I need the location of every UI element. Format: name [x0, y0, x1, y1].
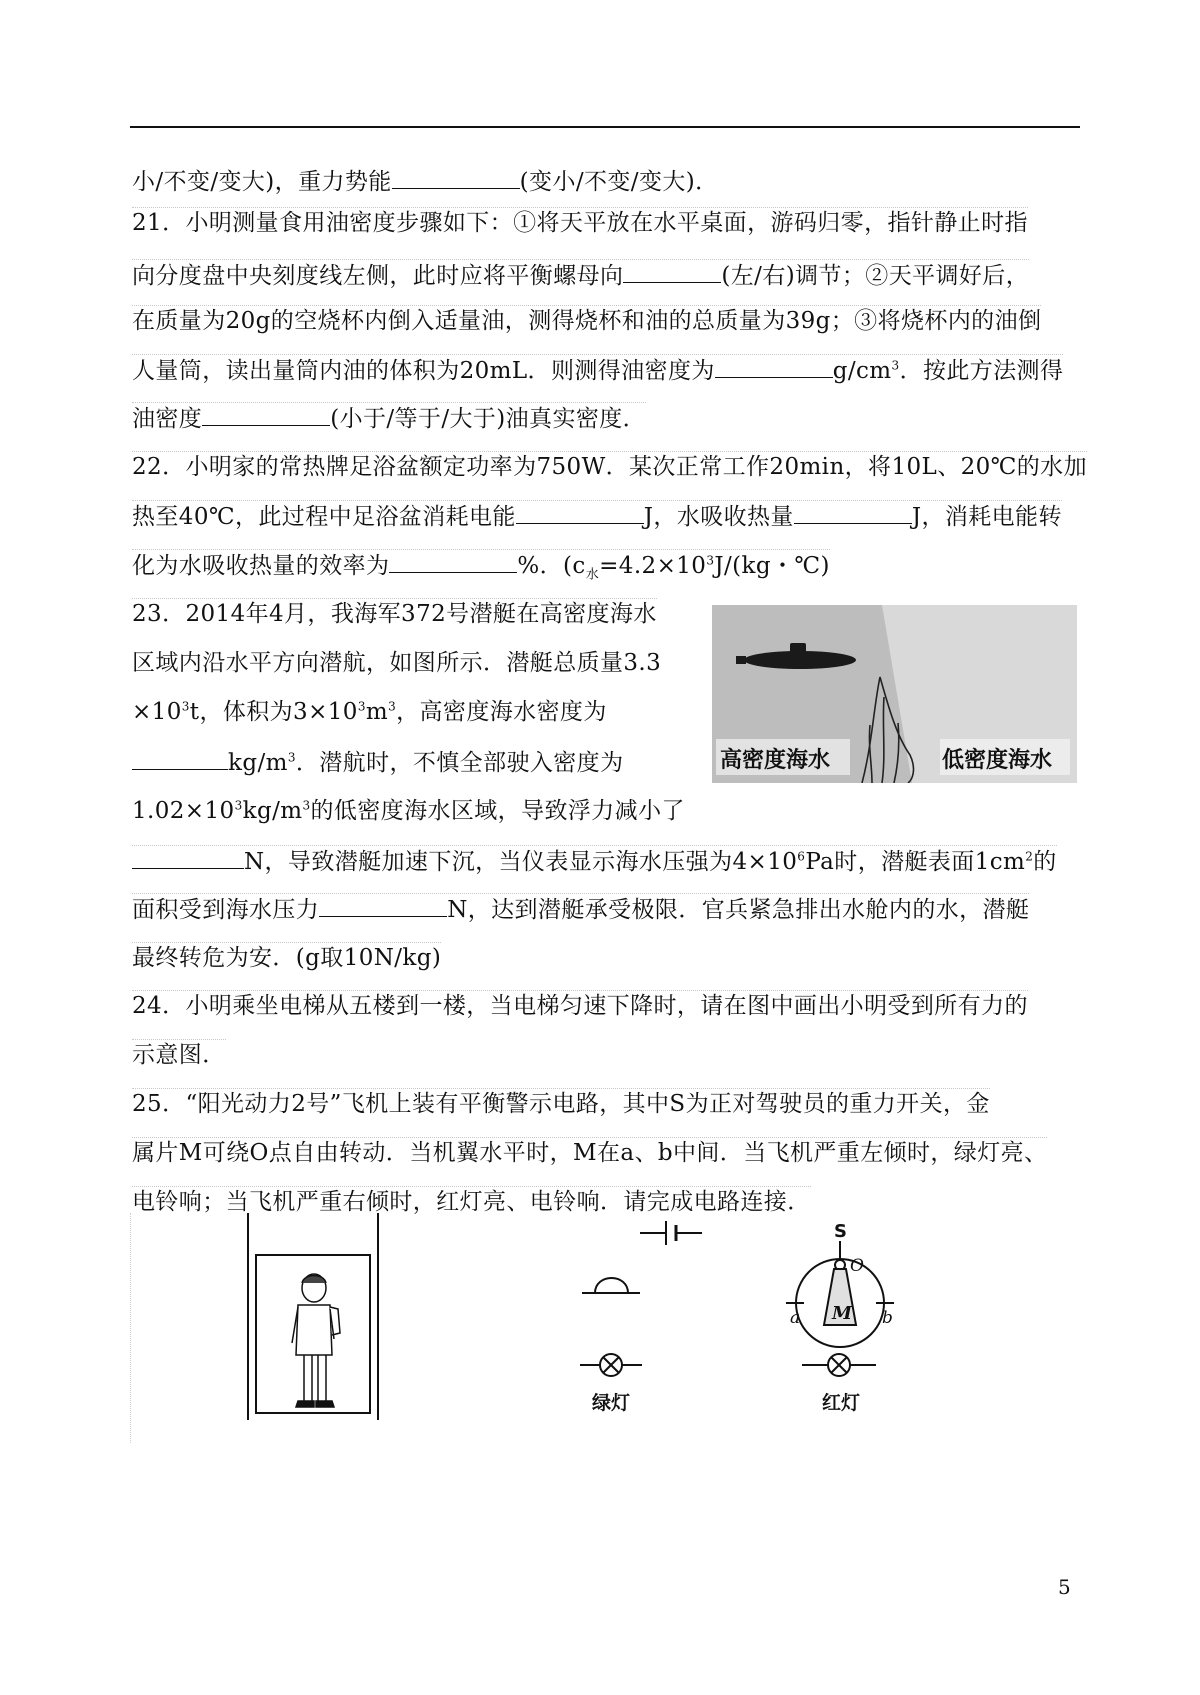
answer-blank[interactable]	[623, 260, 721, 283]
text: J，水吸收热量	[643, 504, 794, 530]
answer-blank[interactable]	[132, 846, 244, 869]
question-24-line	[132, 1039, 226, 1070]
text: ×10	[132, 699, 182, 725]
text: =4.2×10	[599, 553, 707, 579]
text: 21．小明测量食用油密度步骤如下：①将天平放在水平桌面，游码归零，指针静止时指	[132, 210, 1028, 236]
text: (小于/等于/大于)油真实密度．	[330, 406, 647, 432]
text: 22．小明家的常热牌足浴盆额定功率为750W．某次正常工作20min，将10L、20℃的水加	[132, 454, 1087, 480]
text: 属片M可绕O点自由转动．当机翼水平时，M在a、b中间．当飞机严重左倾时，绿灯亮、	[132, 1140, 1048, 1166]
contact-b-label: b	[882, 1308, 893, 1328]
superscript: 3	[388, 699, 397, 714]
answer-blank[interactable]	[516, 501, 644, 524]
circuit-figure	[540, 1213, 980, 1423]
answer-blank[interactable]	[392, 166, 520, 189]
text: 24．小明乘坐电梯从五楼到一楼，当电梯匀速下降时，请在图中画出小明受到所有力的	[132, 993, 1028, 1019]
question-22-line	[132, 549, 830, 581]
text: 向分度盘中央刻度线左侧，此时应将平衡螺母向	[132, 263, 624, 289]
superscript: 2	[1025, 849, 1034, 864]
answer-blank[interactable]	[202, 403, 330, 426]
text: 热至40℃，此过程中足浴盆消耗电能	[132, 504, 516, 530]
elevator-figure	[228, 1213, 398, 1420]
text: 的	[1033, 849, 1057, 875]
question-22-line	[132, 500, 1062, 532]
question-23-line	[132, 893, 1029, 925]
question-21-line	[132, 354, 1063, 386]
text: 在质量为20g的空烧杯内倒入适量油，测得烧杯和油的总质量为39g；③将烧杯内的油倒	[132, 308, 1042, 334]
low-density-label: 低密度海水	[942, 748, 1053, 773]
text: 最终转危为安．(g取10N/kg)	[132, 945, 442, 971]
text: 23．2014年4月，我海军372号潜艇在高密度海水	[132, 601, 657, 627]
question-21-line	[132, 305, 1041, 336]
metal-m-label: M	[832, 1303, 852, 1324]
superscript: 3	[181, 699, 190, 714]
text: ．潜航时，不慎全部驶入密度为	[295, 750, 624, 776]
text: 示意图．	[132, 1042, 226, 1068]
question-23-line	[132, 796, 685, 826]
question-22-line	[132, 451, 1087, 482]
superscript: 3	[234, 798, 243, 813]
submarine-figure	[712, 605, 1077, 783]
text: J，消耗电能转	[911, 504, 1062, 530]
question-21-line	[132, 402, 646, 434]
answer-blank[interactable]	[132, 747, 228, 770]
text: g/cm	[832, 358, 892, 384]
text: kg/m	[242, 798, 303, 824]
red-lamp-icon	[802, 1354, 876, 1376]
superscript: 3	[706, 553, 715, 568]
green-lamp-icon	[580, 1354, 642, 1376]
person-icon	[292, 1274, 340, 1407]
text: 人量筒，读出量筒内油的体积为20mL．则测得油密度为	[132, 358, 715, 384]
text: t，体积为3×10	[189, 699, 358, 725]
text: kg/m	[228, 750, 288, 776]
superscript: 3	[302, 798, 311, 813]
header-rule	[130, 126, 1080, 128]
text: 油密度	[132, 406, 203, 432]
text: 1.02×10	[132, 798, 235, 824]
text: m	[365, 699, 389, 725]
text: 化为水吸收热量的效率为	[132, 553, 390, 579]
question-23-line	[132, 942, 441, 973]
text: 面积受到海水压力	[132, 897, 320, 923]
subscript: 水	[585, 567, 600, 583]
text: 小/不变/变大)，重力势能	[132, 169, 392, 195]
text: %．(c	[517, 553, 586, 579]
answer-blank[interactable]	[715, 355, 833, 378]
text-line	[132, 166, 719, 197]
answer-blank[interactable]	[319, 894, 447, 917]
superscript: 3	[287, 750, 296, 765]
answer-blank[interactable]	[794, 501, 912, 524]
answer-blank[interactable]	[389, 550, 517, 573]
text: ，高密度海水密度为	[396, 699, 607, 725]
text: 电铃响；当飞机严重右倾时，红灯亮、电铃响．请完成电路连接．	[132, 1189, 811, 1215]
text: N，达到潜艇承受极限．官兵紧急排出水舱内的水，潜艇	[447, 897, 1030, 923]
text: (变小/不变/变大)．	[519, 169, 719, 195]
text: (左/右)调节；②天平调好后，	[721, 263, 1030, 289]
question-23-line	[132, 697, 607, 727]
question-23-line	[132, 845, 1057, 877]
question-23-line	[132, 648, 661, 678]
red-lamp-label: 红灯	[822, 1392, 861, 1414]
text: J/(kg・℃)	[714, 553, 830, 579]
text: 的低密度海水区域，导致浮力减小了	[310, 798, 685, 824]
green-lamp-label: 绿灯	[592, 1392, 631, 1414]
high-density-label: 高密度海水	[720, 748, 831, 773]
question-21-line	[132, 259, 1029, 291]
question-25-line	[132, 1137, 1047, 1168]
superscript: 6	[797, 849, 806, 864]
text: Pa时，潜艇表面1cm	[805, 849, 1026, 875]
superscript: 3	[891, 358, 900, 373]
page-number: 5	[1058, 1575, 1071, 1599]
contact-a-label: a	[790, 1308, 801, 1328]
text: 区域内沿水平方向潜航，如图所示．潜艇总质量3.3	[132, 650, 662, 676]
question-23-line	[132, 598, 657, 629]
question-25-line	[132, 1088, 990, 1119]
switch-s-label: S	[834, 1221, 847, 1242]
text: N，导致潜艇加速下沉，当仪表显示海水压强为4×10	[244, 849, 798, 875]
bell-icon	[582, 1278, 640, 1293]
battery-icon	[640, 1221, 702, 1245]
divider	[130, 1213, 131, 1443]
question-24-line	[132, 990, 1028, 1021]
pivot-o-label: O	[850, 1256, 864, 1276]
question-21-line	[132, 207, 1028, 238]
text: 25．“阳光动力2号”飞机上装有平衡警示电路，其中S为正对驾驶员的重力开关，金	[132, 1091, 990, 1117]
superscript: 3	[357, 699, 366, 714]
text: ．按此方法测得	[899, 358, 1064, 384]
gravity-switch-icon	[786, 1241, 894, 1347]
question-23-line	[132, 747, 623, 778]
